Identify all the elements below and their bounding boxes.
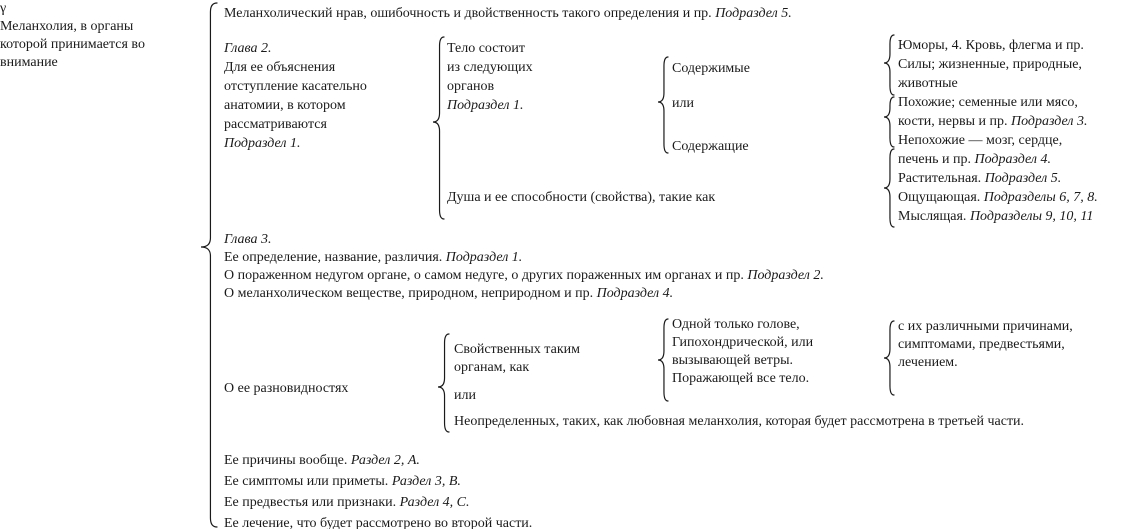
- subsection-ref: Подраздел 5.: [984, 171, 1062, 186]
- proper-kinds-block: [454, 341, 580, 377]
- organ-text: Силы; жизненные, природные,: [898, 57, 1082, 72]
- footer-text: Ее предвестья или признаки.: [224, 495, 400, 510]
- parts-brace-icon: [883, 96, 895, 148]
- head-kind-line: Гипохондрической, или: [672, 335, 814, 350]
- organ-line: [898, 188, 1098, 207]
- chapter3-text: Ее определение, название, различия.: [224, 250, 446, 265]
- section-ref: Раздел 3, В.: [391, 474, 461, 489]
- subsection-ref: Подраздел 2.: [747, 268, 824, 283]
- organ-line: [898, 169, 1098, 188]
- chapter2-block: [224, 39, 367, 153]
- accompaniment-block: [898, 318, 1073, 372]
- soul-line: Душа и ее способности (свойства), такие как: [447, 190, 716, 205]
- chapter3-heading: Глава 3.: [224, 232, 272, 247]
- faculties-brace-icon: [883, 148, 895, 228]
- body-line: из следующих: [447, 60, 533, 75]
- footer-block: [224, 450, 532, 529]
- organ-text: кости, нервы и пр.: [898, 114, 1011, 129]
- organ-line: [898, 93, 1098, 112]
- side-label: [0, 0, 200, 72]
- side-label-line: внимание: [0, 55, 58, 70]
- organ-line: [898, 36, 1098, 55]
- organ-line: [898, 150, 1098, 169]
- body-block: [447, 39, 533, 115]
- subsection-ref: Подраздел 4.: [974, 152, 1051, 167]
- indefinite-line: Неопределенных, таких, как любовная меланхолия, которая будет рассмотрена в третьей части.: [454, 414, 1025, 429]
- kinds-label: О ее разновидностях: [224, 381, 349, 396]
- section-ref: Раздел 2, А.: [350, 453, 420, 468]
- head-kind-line: вызывающей ветры.: [672, 353, 793, 368]
- humors-brace-icon: [883, 34, 895, 96]
- subsection-ref: Подраздел 3.: [1010, 114, 1088, 129]
- accompaniment-line: симптомами, предвестьями,: [898, 337, 1065, 352]
- organ-line: [898, 112, 1098, 131]
- top-line: [224, 5, 792, 23]
- organs-column: [898, 36, 1098, 226]
- section-ref: Раздел 4, С.: [399, 495, 470, 510]
- root-brace-icon: [200, 2, 218, 528]
- chapter3-line: [224, 285, 824, 303]
- footer-line: [224, 513, 532, 529]
- footer-text: Ее причины вообще.: [224, 453, 351, 468]
- side-label-line: Меланхолия, в органы: [0, 19, 134, 34]
- chapter3-line: [224, 267, 824, 285]
- accompaniment-line: с их различными причинами,: [898, 319, 1073, 334]
- subsection-ref: Подраздел 1.: [445, 250, 523, 265]
- proper-line: органам, как: [454, 360, 530, 375]
- organ-text: Ощущающая.: [898, 190, 984, 205]
- organ-line: [898, 131, 1098, 150]
- body-line: Тело состоит: [447, 41, 526, 56]
- chapter3-text: О пораженном недугом органе, о самом недуге, о других пораженных им органах и пр.: [224, 268, 748, 283]
- head-kind-line: Одной только голове,: [672, 317, 800, 332]
- subsection-ref: Подразделы 6, 7, 8.: [983, 190, 1098, 205]
- subsection-ref: Подразделы 9, 10, 11: [969, 209, 1094, 224]
- footer-line: [224, 492, 532, 513]
- chapter3-block: [224, 231, 824, 303]
- top-line-text: Меланхолический нрав, ошибочность и двойственность такого определения и пр.: [224, 6, 716, 21]
- subsection-ref: Подраздел 1.: [447, 98, 524, 113]
- footer-line: [224, 471, 532, 492]
- anatomy-brace-icon: [432, 36, 445, 220]
- chapter2-line: Для ее объяснения: [224, 60, 336, 75]
- chapter3-text: О меланхолическом веществе, природном, неприродном и пр.: [224, 286, 597, 301]
- section-marker: γ: [0, 1, 7, 16]
- chapter2-line: анатомии, в котором: [224, 98, 346, 113]
- head-kinds-block: [672, 316, 813, 388]
- accompaniment-line: лечением.: [898, 355, 958, 370]
- organ-line: [898, 207, 1098, 226]
- organ-text: Растительная.: [898, 171, 985, 186]
- head-kinds-brace-icon: [657, 318, 669, 402]
- accompaniment-brace-icon: [883, 320, 895, 396]
- organ-text: печень и пр.: [898, 152, 975, 167]
- chapter3-line: [224, 249, 824, 267]
- or-label: или: [454, 388, 476, 403]
- footer-line: [224, 450, 532, 471]
- organ-text: Непохожие — мозг, сердце,: [898, 133, 1063, 148]
- organ-text: животные: [898, 76, 958, 91]
- organ-text: Юморы, 4. Кровь, флегма и пр.: [898, 38, 1084, 53]
- organ-line: [898, 55, 1098, 74]
- subsection-ref: Подраздел 5.: [715, 6, 792, 21]
- side-label-line: которой принимается во: [0, 37, 145, 52]
- footer-text: Ее симптомы или приметы.: [224, 474, 392, 489]
- head-kind-line: Поражающей все тело.: [672, 371, 810, 386]
- chapter2-line: рассматриваются: [224, 117, 327, 132]
- organ-line: [898, 74, 1098, 93]
- chapter2-line: отступление касательно: [224, 79, 367, 94]
- chapter2-heading: Глава 2.: [224, 41, 272, 56]
- organ-text: Мыслящая.: [898, 209, 970, 224]
- contained-label: Содержимые: [672, 61, 750, 76]
- proper-line: Свойственных таким: [454, 342, 580, 357]
- subsection-ref: Подраздел 4.: [596, 286, 674, 301]
- kinds-brace-icon: [437, 333, 450, 433]
- footer-text: Ее лечение, что будет рассмотрено во второй части.: [224, 516, 533, 529]
- subsection-ref: Подраздел 1.: [224, 136, 301, 151]
- body-line: органов: [447, 79, 495, 94]
- organ-text: Похожие; семенные или мясо,: [898, 95, 1078, 110]
- or-label: или: [672, 96, 694, 111]
- contained-brace-icon: [657, 56, 669, 154]
- containing-label: Содержащие: [672, 139, 749, 154]
